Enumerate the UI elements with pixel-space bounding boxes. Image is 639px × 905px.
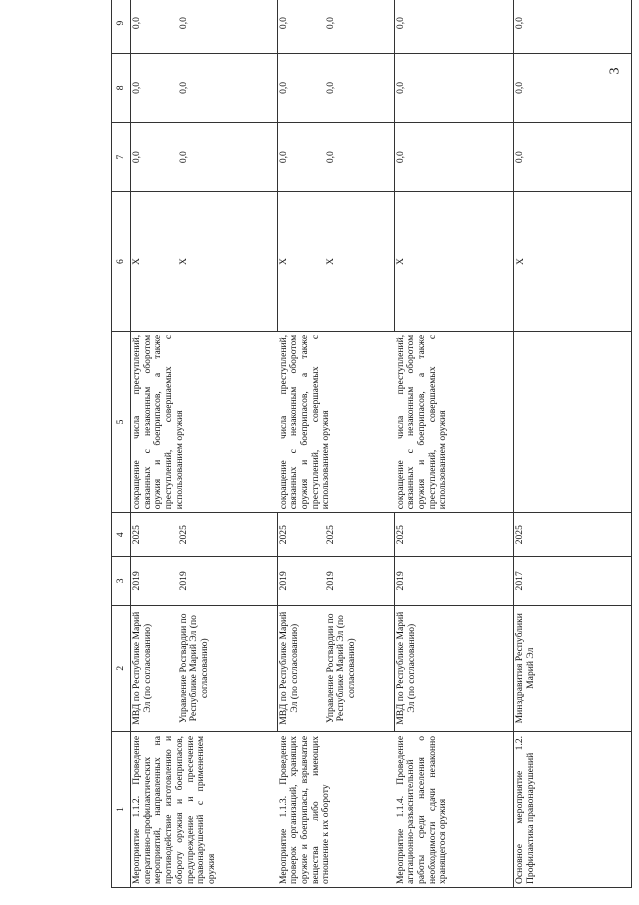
expected-result-cell: сокращение числа преступлений, связанных с незаконным оборотом оружия и боеприпасов, а также преступлений, совершаемых с использованием оружия — [131, 331, 278, 512]
rotated-table-wrapper — [111, 0, 628, 888]
table-row — [131, 0, 178, 888]
executor-cell: Минздравития Республики Марий Эл — [514, 605, 632, 731]
activity-name-cell: Основное мероприятие 1.2. Профилактика правонарушений — [514, 731, 632, 887]
column-header: 6 — [112, 192, 131, 332]
col8-cell: 0,0 — [278, 53, 325, 122]
column-header: 9 — [112, 0, 131, 53]
start-year-cell: 2019 — [131, 557, 178, 605]
executor-cell: МВД по Республике Марий Эл (по согласованию) — [395, 605, 514, 731]
col6-cell: X — [278, 192, 325, 332]
col9-cell: 0,0 — [178, 0, 278, 53]
table-row — [514, 0, 632, 888]
expected-result-cell: сокращение числа преступлений, связанных с незаконным оборотом оружия и боеприпасов, а также преступлений, совершаемых с использованием оружия — [395, 331, 514, 512]
col7-cell: 0,0 — [178, 123, 278, 192]
executor-cell: МВД по Республике Марий Эл (по согласованию) — [131, 605, 178, 731]
executor-cell: Управление Росгвардии по Республике Марий Эл (по согласованию) — [178, 605, 278, 731]
expected-result-cell — [514, 331, 632, 512]
col8-cell: 0,0 — [178, 53, 278, 122]
end-year-cell: 2025 — [514, 513, 632, 557]
activity-name-cell: Мероприятие 1.1.2. Проведение оперативно-профилактических мероприятий, направленных на противодействие изготовлению и обороту оружия и боеприпасов, предупреждение и пресечение правонарушений с применением оружия — [131, 731, 278, 887]
col8-cell: 0,0 — [514, 53, 632, 122]
column-header: 1 — [112, 731, 131, 887]
end-year-cell: 2025 — [325, 513, 395, 557]
col6-cell: X — [178, 192, 278, 332]
column-header: 8 — [112, 53, 131, 122]
expected-result-cell: сокращение числа преступлений, связанных с незаконным оборотом оружия и боеприпасов, а также преступлений, совершаемых с использованием оружия — [278, 331, 395, 512]
column-header: 2 — [112, 605, 131, 731]
start-year-cell: 2019 — [395, 557, 514, 605]
page-number: 3 — [607, 67, 622, 75]
program-activities-table — [111, 0, 632, 888]
end-year-cell: 2025 — [131, 513, 178, 557]
col9-cell: 0,0 — [278, 0, 325, 53]
column-header: 7 — [112, 123, 131, 192]
end-year-cell: 2025 — [178, 513, 278, 557]
table-row — [278, 0, 325, 888]
column-header: 4 — [112, 513, 131, 557]
start-year-cell: 2019 — [178, 557, 278, 605]
col8-cell: 0,0 — [131, 53, 178, 122]
activity-name-cell: Мероприятие 1.1.4. Проведение агитационно-разъяснительной работы среди населения о необходимости сдачи незаконно хранящегося оружия — [395, 731, 514, 887]
col9-cell: 0,0 — [514, 0, 632, 53]
col6-cell: X — [395, 192, 514, 332]
column-header: 3 — [112, 557, 131, 605]
col8-cell: 0,0 — [325, 53, 395, 122]
header-row — [112, 0, 131, 888]
column-header: 5 — [112, 331, 131, 512]
col9-cell: 0,0 — [131, 0, 178, 53]
col7-cell: 0,0 — [514, 123, 632, 192]
col7-cell: 0,0 — [278, 123, 325, 192]
start-year-cell: 2019 — [278, 557, 325, 605]
col6-cell: X — [325, 192, 395, 332]
executor-cell: МВД по Республике Марий Эл (по согласованию) — [278, 605, 325, 731]
activity-name-cell: Мероприятие 1.1.3. Проведение проверок организаций, хранящих оружие и боеприпасы, взрывчатые вещества либо имеющих отношение к их обороту — [278, 731, 395, 887]
start-year-cell: 2019 — [325, 557, 395, 605]
table-row — [395, 0, 514, 888]
col7-cell: 0,0 — [131, 123, 178, 192]
col9-cell: 0,0 — [325, 0, 395, 53]
col6-cell: X — [514, 192, 632, 332]
col9-cell: 0,0 — [395, 0, 514, 53]
col7-cell: 0,0 — [325, 123, 395, 192]
start-year-cell: 2017 — [514, 557, 632, 605]
col7-cell: 0,0 — [395, 123, 514, 192]
col6-cell: X — [131, 192, 178, 332]
col8-cell: 0,0 — [395, 53, 514, 122]
end-year-cell: 2025 — [395, 513, 514, 557]
executor-cell: Управление Росгвардии по Республике Марий Эл (по согласованию) — [325, 605, 395, 731]
end-year-cell: 2025 — [278, 513, 325, 557]
